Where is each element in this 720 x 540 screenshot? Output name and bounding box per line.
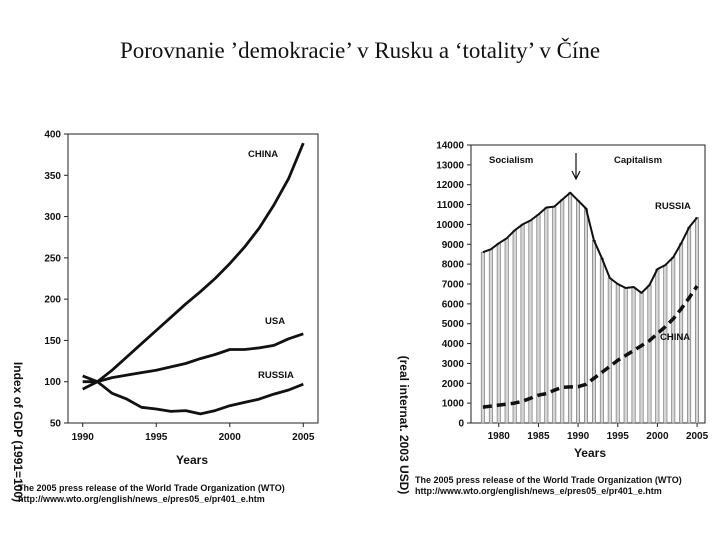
- chart1-series-label-russia: RUSSIA: [258, 370, 294, 381]
- chart2-annotation-capitalism: Capitalism: [614, 155, 663, 166]
- chart2-y-tick-label: 13000: [436, 160, 464, 172]
- chart2-y-tick-label: 12000: [436, 180, 464, 192]
- chart2-y-tick-label: 5000: [441, 319, 464, 331]
- chart1-x-tick-label: 1990: [71, 432, 94, 443]
- chart2-bar-russia: [505, 238, 508, 423]
- chart2-bar-russia: [489, 249, 492, 423]
- chart1-y-tick-label: 200: [44, 294, 61, 306]
- chart1-y-tick-label: 400: [44, 129, 61, 141]
- chart2-x-tick-label: 2000: [646, 431, 669, 442]
- chart2-y-tick-label: 14000: [436, 140, 464, 152]
- chart2-x-tick-label: 1980: [487, 431, 510, 442]
- chart2-bar-russia: [640, 293, 643, 423]
- chart1-source-line1: The 2005 press release of the World Trade Organization (WTO): [18, 483, 285, 493]
- chart1-y-tick-label: 100: [44, 377, 61, 389]
- chart2-y-tick-label: 10000: [436, 219, 464, 231]
- chart1-y-tick-label: 300: [44, 212, 61, 224]
- chart2-bar-russia: [584, 209, 587, 424]
- chart2-y-tick-label: 6000: [441, 299, 464, 311]
- chart2-x-tick-label: 1985: [527, 431, 550, 442]
- arrow-down-icon: [572, 153, 580, 179]
- chart2-bar-russia: [545, 208, 548, 424]
- chart2-bar-russia: [513, 230, 516, 423]
- chart1-x-tick-label: 1995: [145, 432, 168, 443]
- chart1-y-tick-label: 50: [49, 418, 61, 430]
- chart2-y-tick-label: 0: [458, 418, 464, 430]
- chart2-bar-russia: [695, 218, 698, 424]
- chart2-y-tick-label: 2000: [441, 378, 464, 390]
- chart2-bar-russia: [592, 240, 595, 423]
- chart2-series-label-china: CHINA: [660, 332, 691, 343]
- chart1-x-tick-label: 2005: [292, 432, 315, 443]
- chart2-y-tick-label: 8000: [441, 259, 464, 271]
- chart2-x-tick-label: 1995: [606, 431, 629, 442]
- chart2-bar-russia: [688, 227, 691, 423]
- chart2-bar-russia: [576, 201, 579, 423]
- chart2-bar-russia: [616, 284, 619, 423]
- chart2-y-tick-label: 11000: [436, 200, 464, 212]
- chart2-x-tick-label: 1990: [566, 431, 590, 442]
- chart2-bar-russia: [648, 285, 651, 423]
- chart2-y-tick-label: 3000: [441, 358, 464, 370]
- chart2-annotation-socialism: Socialism: [489, 155, 534, 166]
- chart2-source-line2: http://www.wto.org/english/news_e/pres05_e/pr401_e.htm: [415, 486, 662, 496]
- chart2-bar-russia: [561, 200, 564, 423]
- chart1-y-axis-label: Index of GDP (1991=100): [11, 361, 25, 503]
- chart2-bar-russia: [481, 252, 484, 423]
- chart2-y-tick-label: 1000: [441, 398, 464, 410]
- chart2-x-tick-label: 2005: [685, 431, 709, 442]
- chart2-x-axis-label: Years: [573, 446, 607, 460]
- chart1-x-tick-label: 2000: [218, 432, 241, 443]
- chart2-bar-russia: [608, 278, 611, 423]
- chart1-y-tick-label: 350: [44, 170, 61, 182]
- chart1-y-tick-label: 150: [44, 335, 61, 347]
- chart2-bar-russia: [656, 269, 659, 423]
- chart1-series-label-china: CHINA: [248, 149, 279, 160]
- chart2-bar-russia: [537, 215, 540, 424]
- chart2-y-tick-label: 4000: [441, 339, 464, 351]
- chart2-bar-russia: [632, 287, 635, 423]
- chart1-series-label-usa: USA: [265, 316, 286, 327]
- chart2-bar-russia: [497, 243, 500, 423]
- chart2-bar-russia: [521, 224, 524, 423]
- chart2-y-axis-label: (real internat. 2003 USD): [397, 355, 411, 495]
- chart2-bar-russia: [529, 221, 532, 424]
- chart2-bar-russia: [600, 258, 603, 423]
- chart2-series-label-russia: RUSSIA: [655, 201, 691, 212]
- chart2-source-line1: The 2005 press release of the World Trade Organization (WTO): [415, 475, 682, 485]
- chart2-y-tick-label: 7000: [441, 279, 464, 291]
- chart2-bar-russia: [664, 265, 667, 423]
- page-title: Porovnanie ’demokracie’ v Rusku a ‘totality’ v Číne: [119, 38, 601, 63]
- chart2-y-tick-label: 9000: [441, 239, 464, 251]
- chart1-x-axis-label: Years: [175, 453, 209, 467]
- chart1-y-tick-label: 250: [44, 253, 61, 265]
- chart1-source-line2: http://www.wto.org/english/news_e/pres05_e/pr401_e.htm: [18, 494, 265, 504]
- chart2-ticks: [436, 141, 708, 443]
